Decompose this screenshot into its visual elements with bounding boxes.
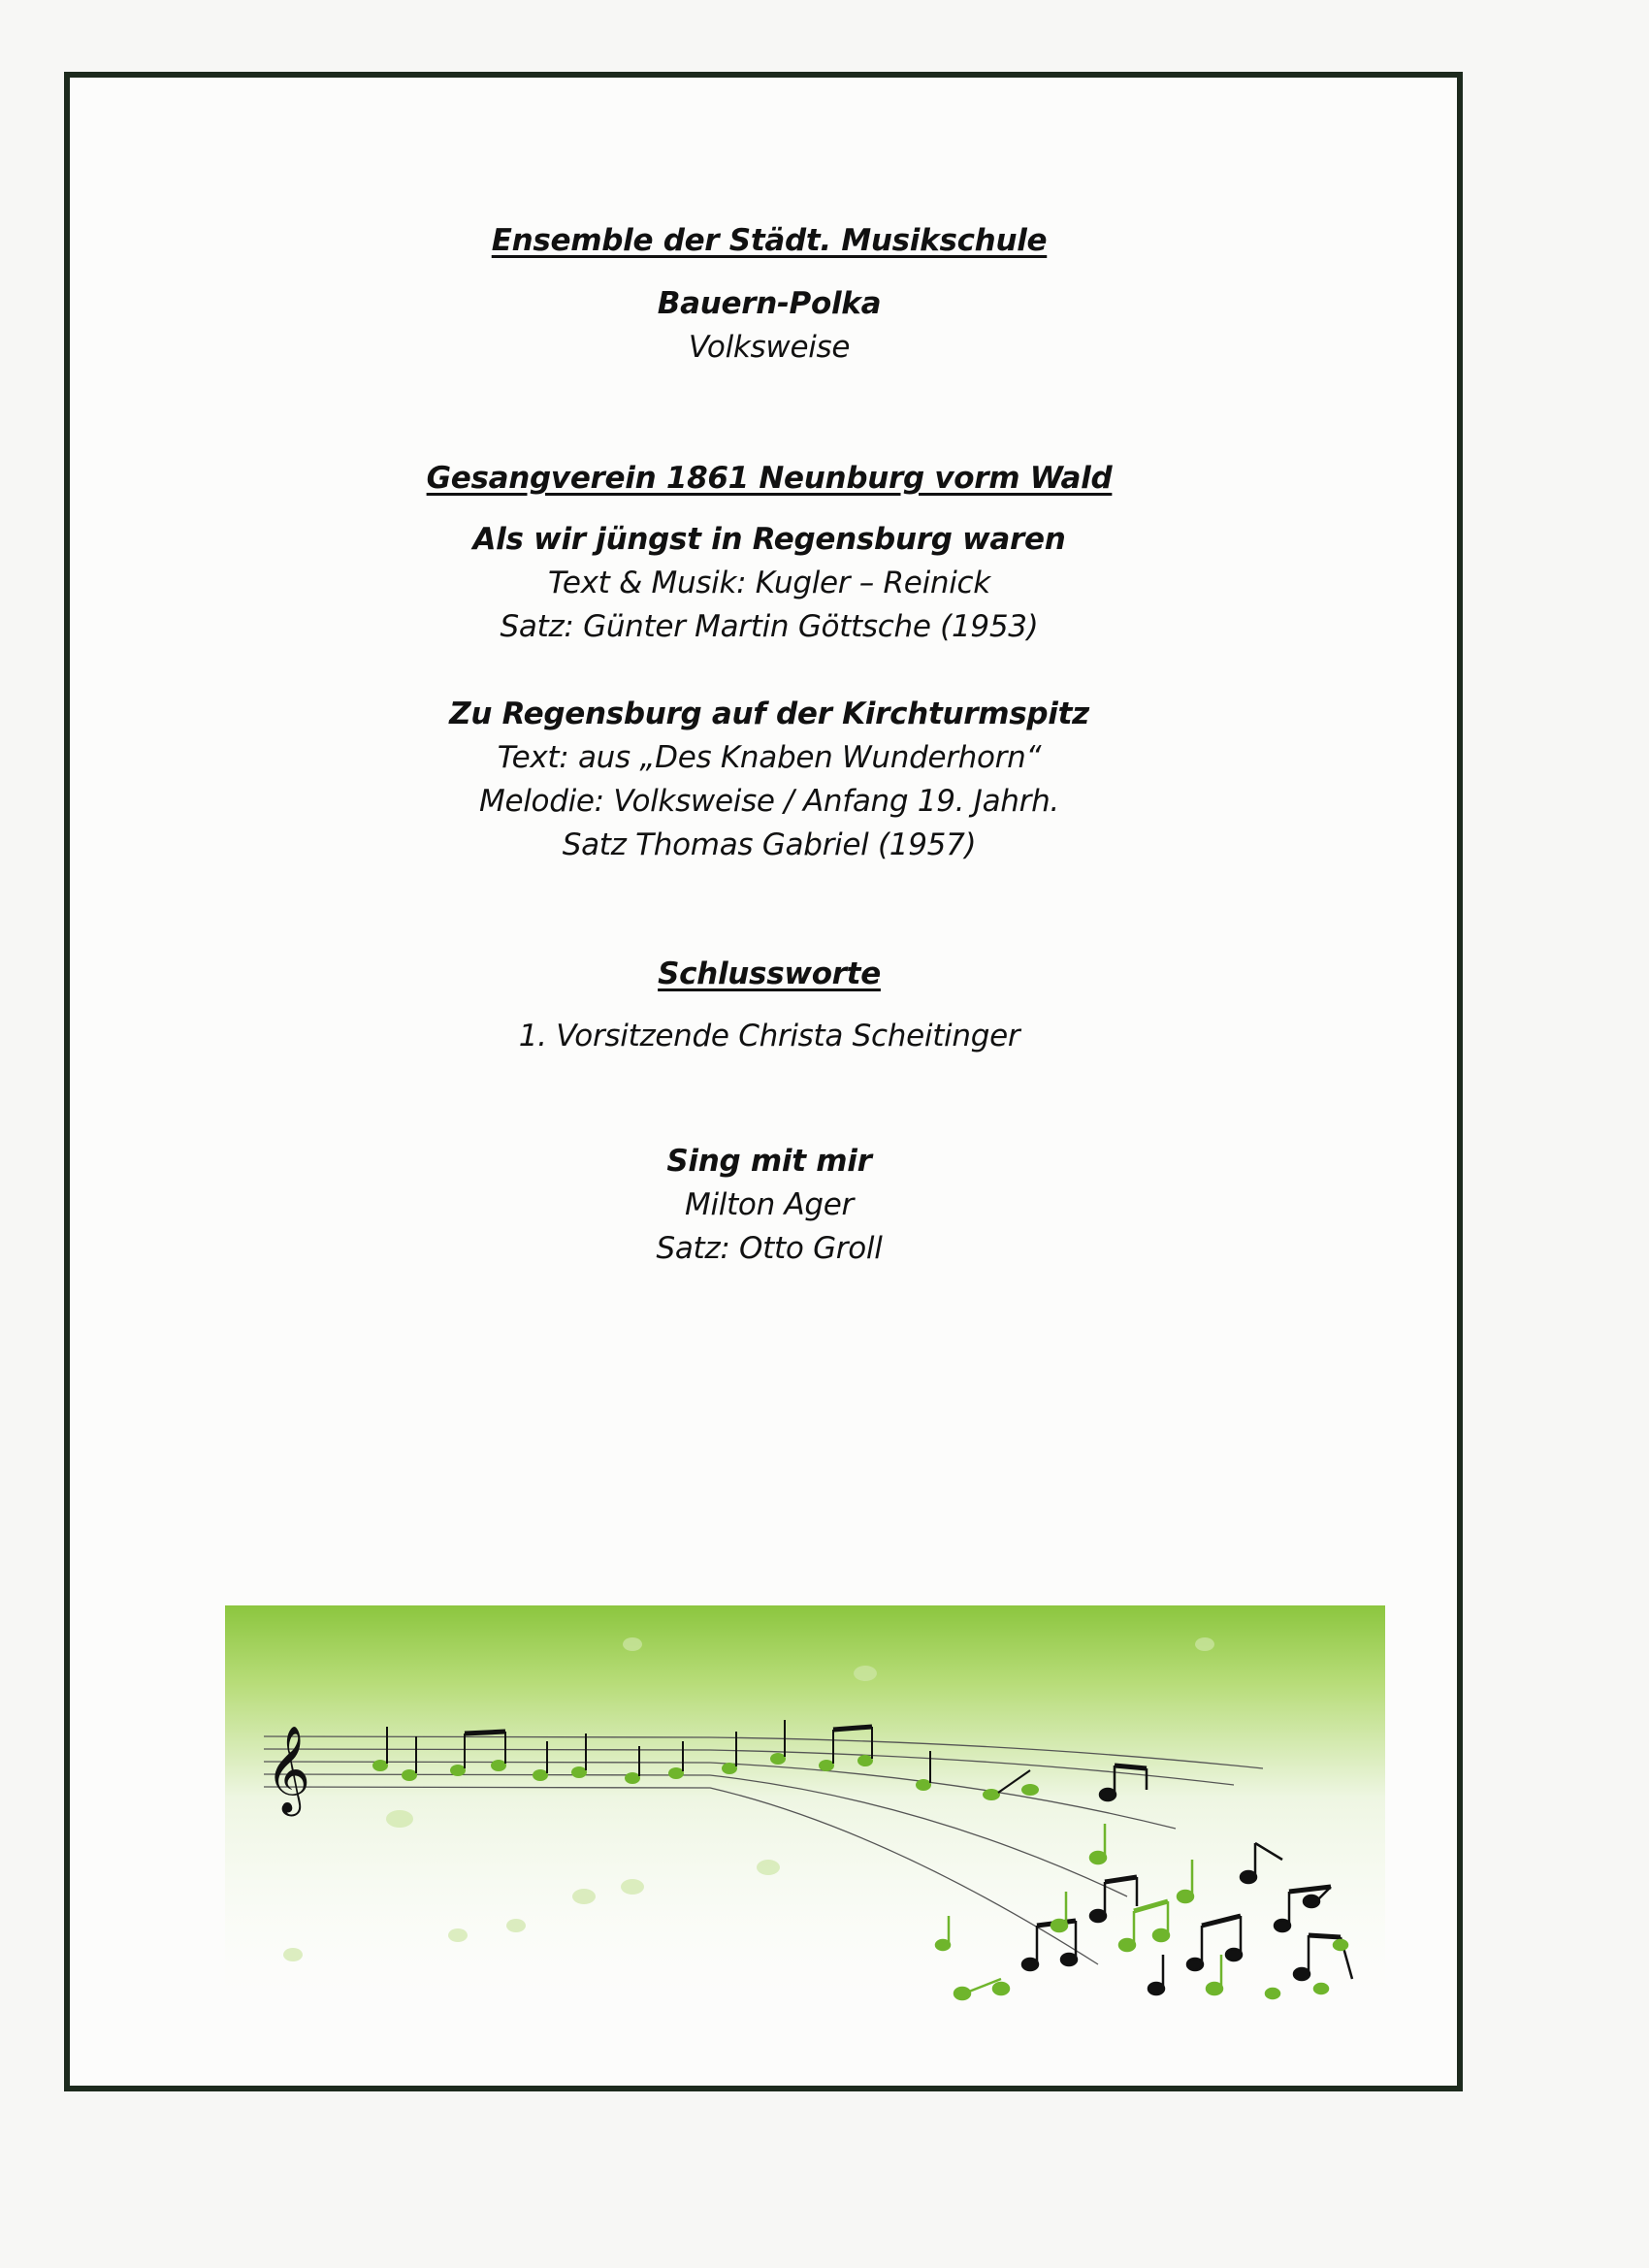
piece-line: Satz: Günter Martin Göttsche (1953): [500, 609, 1039, 644]
piece-sing-mit-mir: [70, 1140, 1469, 1271]
piece-line: Milton Ager: [685, 1187, 854, 1222]
music-notes-banner-icon: [225, 1605, 1385, 2032]
piece-title: Zu Regensburg auf der Kirchturmspitz: [449, 697, 1089, 731]
treble-clef-icon: 𝄞: [266, 1726, 311, 1813]
piece-kirchturmspitz: [70, 693, 1469, 867]
section-heading: Schlussworte: [658, 956, 881, 991]
piece-regensburg-waren: [70, 518, 1469, 649]
piece-bauern-polka: [70, 282, 1469, 370]
piece-line: Satz Thomas Gabriel (1957): [562, 827, 977, 862]
piece-title: Als wir jüngst in Regensburg waren: [472, 522, 1066, 557]
section-ensemble: [70, 219, 1469, 263]
speaker-line: 1. Vorsitzende Christa Scheitinger: [518, 1019, 1020, 1053]
piece-line: Text: aus „Des Knaben Wunderhorn“: [497, 740, 1042, 775]
schlussworte-speaker: [70, 1015, 1469, 1058]
piece-line: Satz: Otto Groll: [656, 1231, 883, 1266]
section-schlussworte: [70, 953, 1469, 996]
section-gesangverein: [70, 457, 1469, 501]
section-heading: Ensemble der Städt. Musikschule: [491, 223, 1048, 258]
piece-line: Volksweise: [688, 330, 851, 365]
page-frame: [64, 72, 1463, 2091]
piece-line: Melodie: Volksweise / Anfang 19. Jahrh.: [479, 784, 1059, 819]
piece-title: Sing mit mir: [666, 1144, 872, 1179]
piece-title: Bauern-Polka: [657, 286, 882, 321]
section-heading: Gesangverein 1861 Neunburg vorm Wald: [426, 461, 1113, 496]
piece-line: Text & Musik: Kugler – Reinick: [548, 566, 990, 600]
